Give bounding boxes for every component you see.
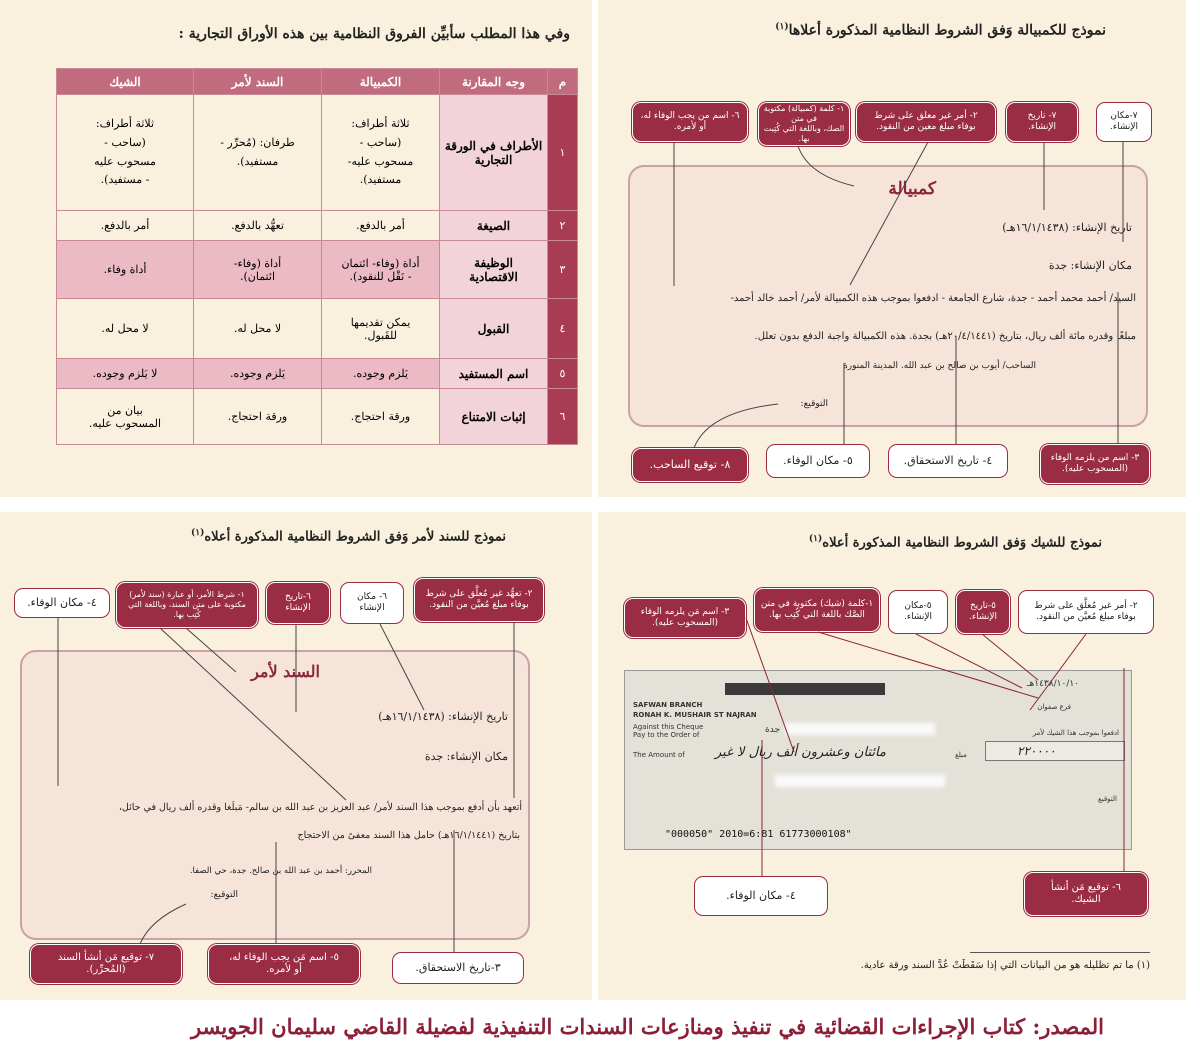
sanad-line-2: بتاريخ (١٦/١/١٤٤١هـ) حامل هذا السند معفىً من الاحتجاج [297,830,520,841]
cheque-micr: "000050" 2010=6:81 61773000108" [665,829,852,840]
cheque-amount-digits: ٢٢٠٠٠٠ [1017,744,1056,758]
cheque-date: ١٤٣٨/١٠/١٠هـ [1026,679,1079,689]
label-place-of-issue: ٦- مكان الإنشاء [340,582,404,624]
label-unconditional-promise: ٢- تعهُّد غير مُعلَّق على شرط بوفاء مبلغ مُعيَّن من النقود. [414,578,544,622]
cheque-ar-sign: التوقيع [1098,795,1117,803]
label-drawee-name: ٣- اسم من يلزمه الوفاء (المسحوب عليه). [1040,444,1150,484]
table-cell-aspect: الأطراف في الورقة التجارية [440,95,548,211]
cheque-footnote: (١) ما تم تظليله هو من البيانات التي إذا سَقَطَتْ عُدَّ السند ورقة عادية. [860,960,1150,971]
comparison-table-page [0,0,592,497]
cheque-place: جدة [765,725,781,735]
table-cell-sanad: أداة (وفاء- ائتمان). [194,241,322,299]
label-place-of-payment: ٤- مكان الوفاء. [14,588,110,618]
cheque-pay-to: Pay to the Order of [633,731,700,739]
table-cell-kambiala: يَلزم وجوده. [322,359,440,389]
table-cell-cheque: لا يَلزم وجوده. [57,359,194,389]
table-cell-cheque: أمر بالدفع. [57,211,194,241]
cheque-amount-words: مائتان وعشرون ألف ريال لا غير [715,745,886,760]
cheque-amount-label: The Amount of [633,751,685,759]
table-cell-cheque: بيان من المسحوب عليه. [57,389,194,445]
label-unconditional-order: ٢- أمر غير معلق على شرط بوفاء مبلغ معين من النقود. [856,102,996,142]
cheque-ar-pay: ادفعوا بموجب هذا الشيك لأمر [1032,729,1119,737]
cheque-model-page [598,512,1186,1000]
label-drawer-signature: ٨- توقيع الساحب. [632,448,748,482]
cheque-bank-address: RONAH K. MUSHAIR ST NAJRAN [633,711,757,719]
kambiala-place-line: مكان الإنشاء: جدة [1048,259,1132,272]
label-order-clause: ١- شرط الأمر، أو عبارة (سند لأمر) مكتوبة على متن السند، وباللغة التي كُتِب بها. [116,582,258,628]
sanad-date-line: تاريخ الإنشاء: (١٦/١/١٤٣٨هـ) [378,710,508,723]
table-cell-sanad: تعهُّد بالدفع. [194,211,322,241]
kambiala-date-line: تاريخ الإنشاء: (١٦/١/١٤٣٨هـ) [1002,221,1132,234]
cheque-bank-branch: SAFWAN BRANCH [633,701,703,709]
table-cell-kambiala: ثلاثة أطراف: (ساحب - مسحوب عليه- مستفيد). [322,95,440,211]
label-place-of-payment: ٥- مكان الوفاء. [766,444,870,478]
kambiala-drawer: الساحب/ أيوب بن صالح بن عبد الله. المدينة المنورة [843,361,1036,371]
table-cell-kambiala: أداة (وفاء- ائتمان - نَقْل للنقود). [322,241,440,299]
cheque-arrows [598,512,1186,1000]
label-maturity-date: ٤- تاريخ الاستحقاق. [888,444,1008,478]
table-cell-aspect: الصيغة [440,211,548,241]
table-cell-aspect: القبول [440,299,548,359]
comparison-table [56,68,578,445]
label-drawee-name: ٣- اسم مَن يلزمه الوفاء (المسحوب عليه). [624,598,746,638]
label-drawer-signature: ٦- توقيع مَن أنشأ الشيك. [1024,872,1148,916]
label-maturity-date: ٣-تاريخ الاستحقاق. [392,952,524,984]
label-date-of-issue: ٦-تاريخ الإنشاء [266,582,330,624]
label-word-kambiala: ١- كلمة (كمبيالة) مكتوبة في متن الصك، وباللغة التي كُتِبت بها. [758,102,850,146]
cheque-against: Against this Cheque [633,723,704,731]
label-word-cheque: ١-كلمة (شيك) مكتوبة في متن الصَّك باللغة التي كُتِب بها. [754,588,880,632]
table-cell-cheque: أداة وفاء. [57,241,194,299]
table-row-number: ٤ [548,299,578,359]
header-no: م [548,69,578,95]
table-cell-aspect: اسم المستفيد [440,359,548,389]
kambiala-arrows [598,0,1186,497]
sanad-signature: التوقيع: [210,890,238,900]
label-place-of-issue: ٥-مكان الإنشاء. [888,590,948,634]
sanad-heading: السند لأمر [251,662,320,681]
cheque-page-title: نموذج للشيك وَفق الشروط النظامية المذكورة أعلاه$^{(١)}$ [808,534,1102,551]
header-cheque: الشيك [57,69,194,95]
table-cell-sanad: لا محل له. [194,299,322,359]
table-cell-kambiala: يمكن تقديمها للقَبول. [322,299,440,359]
table-cell-kambiala: ورقة احتجاج. [322,389,440,445]
label-date-of-issue: ٧- تاريخ الإنشاء. [1006,102,1078,142]
table-row-number: ٢ [548,211,578,241]
table-row-number: ١ [548,95,578,211]
table-row-number: ٣ [548,241,578,299]
source-citation: المصدر: كتاب الإجراءات القضائية في تنفيذ ومنازعات السندات التنفيذية لفضيلة القاضي سليمان الجويسر [191,1014,1104,1039]
kambiala-signature: التوقيع: [800,399,828,409]
kambiala-line-1: السيد/ أحمد محمد أحمد - جدة، شارع الجامعة - ادفعوا بموجب هذه الكمبيالة لأمر/ أحمد خالد أحمد- [730,293,1136,304]
label-payee-name: ٥- اسم مَن يجب الوفاء له، أو لأمره. [208,944,360,984]
cheque-ar-branch: فرع صفوان [1037,703,1071,711]
table-cell-cheque: ثلاثة أطراف: (ساحب - مسحوب عليه - مستفيد). [57,95,194,211]
table-page-title: وفي هذا المطلب سأبيِّن الفروق النظامية بين هذه الأوراق التجارية : [178,26,570,42]
kambiala-page-title: نموذج للكمبيالة وَفق الشروط النظامية المذكورة أعلاها$^{(١)}$ [775,22,1106,39]
table-row-number: ٥ [548,359,578,389]
label-maker-signature: ٧- توقيع مَن أنشأ السند (المُحرِّر). [30,944,182,984]
label-payee-name: ٦- اسم من يجب الوفاء له، أو لأمره. [632,102,748,142]
label-date-of-issue: ٥-تاريخ الإنشاء. [956,590,1010,634]
label-unconditional-order: ٢- أمر غير مُعلَّق على شرط بوفاء مبلغ مُعيَّن من النقود. [1018,590,1154,634]
table-cell-sanad: يَلزم وجوده. [194,359,322,389]
sanad-place-line: مكان الإنشاء: جدة [424,750,508,763]
sanad-line-1: أتعهد بأن أدفع بموجب هذا السند لأمر/ عبد العزيز بن عبد الله بن سالم- مَبلَغا وقدره ألف ريال في حائل، [118,802,522,813]
label-place-of-issue: ٧-مكان الإنشاء. [1096,102,1152,142]
header-kambiala: الكمبيالة [322,69,440,95]
sanad-maker: المحرر: أحمد بن عبد الله بن صالح. جدة، حي الصفا. [189,866,372,876]
table-cell-sanad: ورقة احتجاج. [194,389,322,445]
sanad-arrows [0,512,592,1000]
table-cell-sanad: طرفان: (مُحرِّر - مستفيد). [194,95,322,211]
table-row-number: ٦ [548,389,578,445]
header-sanad: السند لأمر [194,69,322,95]
header-aspect: وجه المقارنة [440,69,548,95]
cheque-ar-amount: مبلغ [955,751,967,759]
sanad-model-page [0,512,592,1000]
table-cell-aspect: إثبات الامتناع [440,389,548,445]
label-place-of-payment: ٤- مكان الوفاء. [694,876,828,916]
table-cell-aspect: الوظيفة الاقتصادية [440,241,548,299]
kambiala-heading: كمبيالة [888,179,936,199]
kambiala-model-page [598,0,1186,497]
table-cell-cheque: لا محل له. [57,299,194,359]
kambiala-line-2: مبلغًا وقدره مائة ألف ريال، بتاريخ (٢٠/٤/١٤٤١هـ) بجدة. هذه الكمبيالة واجبة الدفع بدون تعلل. [754,331,1136,342]
table-cell-kambiala: أمر بالدفع. [322,211,440,241]
sanad-page-title: نموذج للسند لأمر وَفق الشروط النظامية المذكورة أعلاه$^{(١)}$ [190,528,506,545]
